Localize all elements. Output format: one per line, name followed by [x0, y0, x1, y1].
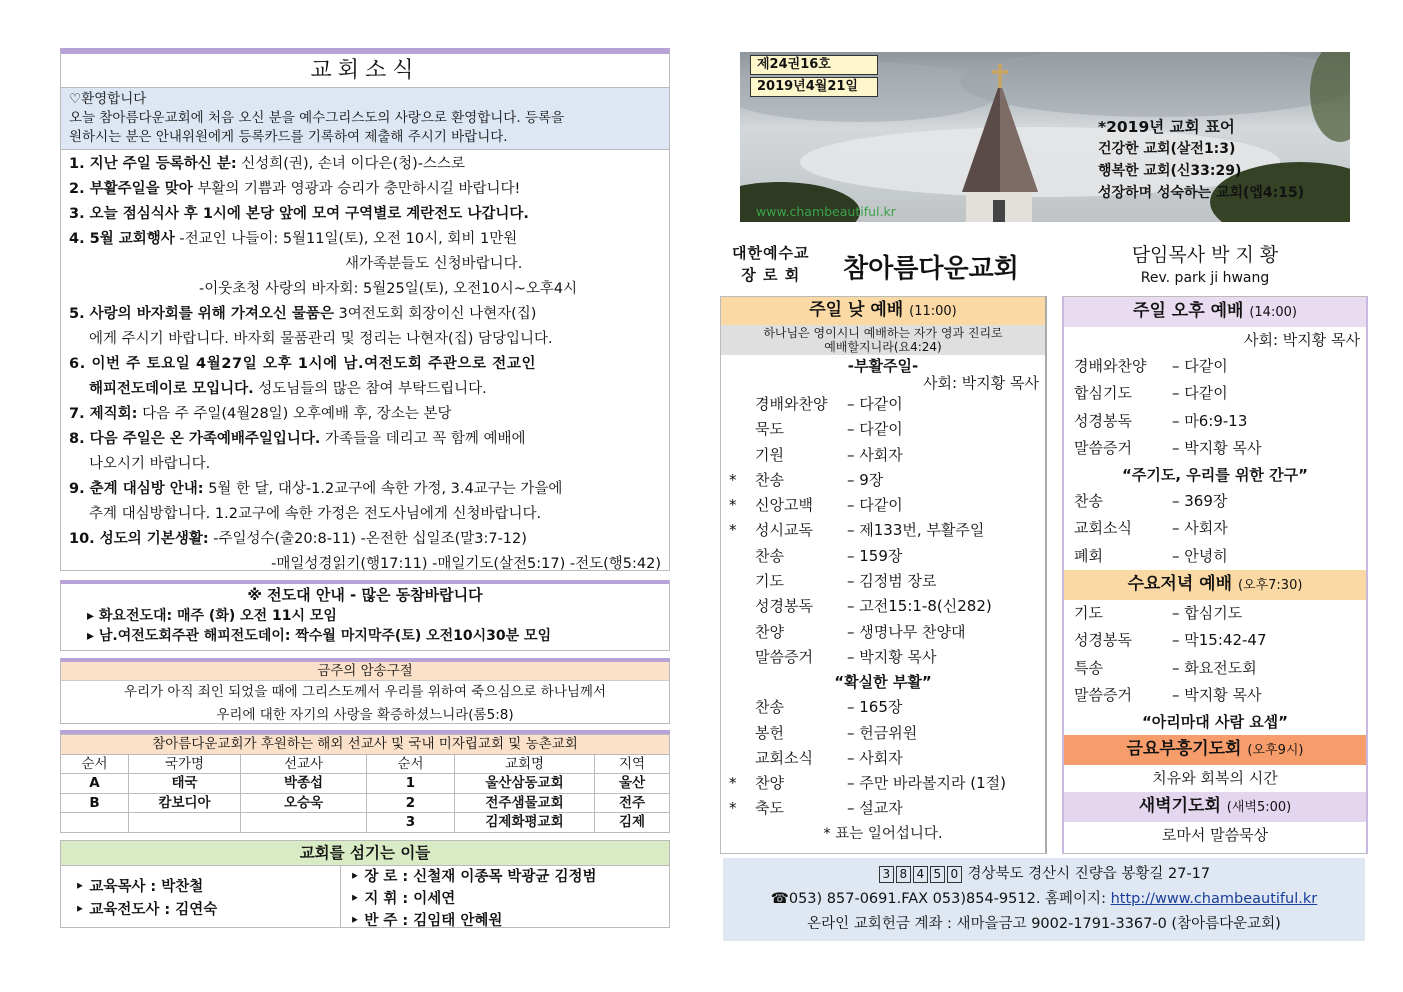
stand-marker: *: [729, 470, 737, 489]
welcome-line: 원하시는 분은 안내위원에게 등록카드를 기록하여 제출해 주시기 바랍니다.: [69, 129, 508, 145]
zip-digit: 4: [913, 866, 928, 883]
address-line: [723, 862, 1365, 887]
table-cell: 김제: [595, 813, 670, 833]
welcome-heading: ♡환영합니다: [69, 91, 147, 107]
service-item-value: – 주만 바라볼지라 (1절): [847, 774, 1006, 793]
service-item-value: – 헌금위원: [847, 723, 918, 742]
senior-pastor: 담임목사 박 지 황: [1131, 244, 1279, 266]
service-item-value: – 화요전도회: [1172, 658, 1257, 677]
news-item-cont: 추계 대심방합니다. 1.2교구에 속한 가정은 전도사님에게 신청바랍니다.: [89, 506, 542, 522]
service-item-value: – 김정범 장로: [847, 572, 937, 591]
service-item-value: – 369장: [1172, 492, 1228, 511]
service-item: [721, 695, 1045, 720]
stand-marker: *: [729, 799, 737, 818]
service-item: [721, 417, 1045, 442]
welcome-line: 오늘 참아름다운교회에 처음 오신 분을 예수그리스도의 사랑으로 환영합니다. 등록을: [69, 110, 565, 126]
afternoon-order-2: [1064, 488, 1366, 570]
zip-digit: 3: [879, 866, 894, 883]
service-item: [721, 493, 1045, 518]
service-item-value: – 합심기도: [1172, 604, 1243, 623]
staff-right: [342, 866, 670, 932]
service-item-name: 찬송: [755, 546, 784, 565]
service-item-name: 기도: [1074, 604, 1103, 623]
order-of-service-2: [721, 695, 1045, 821]
denomination-line: 장 로 회: [741, 266, 801, 284]
news-item: 10. 성도의 기본생활: -주일성수(출20:8-11) -온전한 십일조(말3:7-12): [69, 531, 527, 547]
service-item-name: 말씀증거: [1074, 438, 1132, 457]
news-item-cont: -이웃초청 사랑의 바자회: 5월25일(토), 오전10시~오후4시: [199, 281, 578, 297]
service-item-value: – 다같이: [1172, 384, 1228, 403]
stand-marker: *: [729, 521, 737, 540]
table-cell: A: [61, 774, 129, 794]
news-item-cont: 나오시기 바랍니다.: [89, 456, 211, 472]
news-item: 7. 제직회: 다음 주 주일(4월28일) 오후예배 후, 장소는 본당: [69, 406, 452, 422]
table-cell: 태국: [129, 774, 241, 794]
issue-volume: 제24권16호: [750, 55, 878, 75]
zip-digit: 0: [947, 866, 962, 883]
service-item-value: – 159장: [847, 546, 903, 565]
service-item-value: – 막15:42-47: [1172, 631, 1267, 650]
news-item-cont: 에게 주시기 바랍니다. 바자회 물품관리 및 정리는 나현자(집) 담당입니다.: [89, 331, 553, 347]
table-cell: 박종섭: [241, 774, 367, 794]
motto-title: *2019년 교회 표어: [1098, 118, 1235, 136]
order-of-service: [721, 392, 1045, 670]
service-item: [1064, 353, 1366, 380]
service-item-name: 축도: [755, 799, 784, 818]
table-cell: 김제화평교회: [455, 813, 595, 833]
service-item: [721, 645, 1045, 670]
service-item: [1064, 543, 1366, 570]
table-cell: [241, 813, 367, 833]
welcome-section: [61, 88, 669, 150]
service-item: [721, 518, 1045, 543]
table-header: 교회명: [455, 754, 595, 774]
table-cell: [61, 813, 129, 833]
friday-prayer-desc: 치유와 회복의 시간: [1152, 769, 1278, 788]
mission-table-title: 참아름다운교회가 후원하는 해외 선교사 및 국내 미자립교회 및 농촌교회: [61, 735, 670, 755]
service-item-name: 말씀증거: [755, 647, 813, 666]
service-item-value: – 고전15:1-8(신282): [847, 597, 992, 616]
table-header: 순서: [367, 754, 455, 774]
table-cell: [129, 813, 241, 833]
stand-marker: *: [729, 774, 737, 793]
evangelism-title: ※ 전도대 안내 - 많은 동참바랍니다: [247, 586, 483, 604]
service-item: [721, 620, 1045, 645]
service-item-name: 교회소식: [1074, 519, 1132, 538]
dawn-prayer-title: 새벽기도회 (새벽5:00): [1064, 792, 1366, 822]
table-header: 선교사: [241, 754, 367, 774]
staff-left: [61, 866, 341, 928]
account-line: 온라인 교회헌금 계좌 : 새마을금고 9002-1791-3367-0 (참아름다운교회): [807, 916, 1281, 932]
service-item: [721, 392, 1045, 417]
service-item-value: – 다같이: [847, 420, 903, 439]
table-row: [61, 774, 670, 794]
wednesday-sermon: “아리마대 사람 요셉”: [1141, 713, 1289, 732]
staff-line: ‣ 교육목사 : 박찬철: [75, 879, 204, 895]
motto-line: 건강한 교회(살전1:3): [1098, 141, 1236, 157]
service-item: [1064, 408, 1366, 435]
news-item: 6. 이번 주 토요일 4월27일 오후 1시에 남.여전도회 주관으로 전교인: [69, 356, 537, 372]
memory-verse-box: [60, 658, 670, 724]
afternoon-worship-title: 주일 오후 예배 (14:00): [1064, 297, 1366, 327]
senior-pastor-english: Rev. park ji hwang: [1140, 270, 1270, 286]
table-header-row: [61, 754, 670, 774]
table-row: [61, 793, 670, 813]
service-item-value: – 마6:9-13: [1172, 411, 1248, 430]
dawn-prayer-desc: 로마서 말씀묵상: [1161, 826, 1269, 845]
service-item-name: 봉헌: [755, 723, 784, 742]
service-item: [721, 544, 1045, 569]
service-item-name: 찬송: [755, 698, 784, 717]
memory-verse-title: 금주의 암송구절: [61, 662, 669, 681]
other-services: [1062, 296, 1368, 854]
service-item: [721, 468, 1045, 493]
table-cell: 울산삼동교회: [455, 774, 595, 794]
service-item-name: 찬양: [755, 774, 784, 793]
homepage-link[interactable]: http://www.chambeautiful.kr: [1110, 891, 1318, 907]
table-header: 순서: [61, 754, 129, 774]
stand-marker: *: [729, 496, 737, 515]
news-item-cont: 해피전도데이로 모입니다. 성도님들의 많은 참여 부탁드립니다.: [89, 381, 487, 397]
service-item: [721, 746, 1045, 771]
table-cell: 오승욱: [241, 793, 367, 813]
memory-verse-line: 우리에 대한 자기의 사랑을 확증하셨느니라(롬5:8): [216, 707, 514, 723]
service-item-value: – 다같이: [847, 496, 903, 515]
service-item: [1064, 600, 1366, 627]
service-item: [1064, 682, 1366, 709]
news-item: 2. 부활주일을 맞아 부활의 기쁨과 영광과 승리가 충만하시길 바랍니다!: [69, 181, 521, 197]
church-contact-footer: [723, 858, 1365, 941]
service-item-name: 찬송: [1074, 492, 1103, 511]
service-item: [721, 569, 1045, 594]
service-item-value: – 사회자: [847, 748, 903, 767]
service-item-name: 말씀증거: [1074, 685, 1132, 704]
service-item-value: – 제133번, 부활주일: [847, 521, 985, 540]
service-item-name: 성경봉독: [1074, 411, 1132, 430]
banner-website: www.chambeautiful.kr: [756, 204, 896, 219]
news-item: 3. 오늘 점심식사 후 1시에 본당 앞에 모여 구역별로 계란전도 나갑니다.: [69, 206, 529, 222]
evangelism-line: ▸ 남.여전도회주관 해피전도데이: 짝수월 마지막주(토) 오전10시30분 모임: [87, 628, 552, 644]
worship-subtitle: -부활주일-: [847, 357, 919, 375]
news-item: 1. 지난 주일 등록하신 분: 신성희(권), 손녀 이다은(청)-스스로: [69, 156, 466, 172]
table-cell: 2: [367, 793, 455, 813]
denomination-line: 대한예수교: [732, 244, 810, 262]
service-item-name: 합심기도: [1074, 384, 1132, 403]
service-item-name: 경배와찬양: [1074, 357, 1147, 375]
church-news-box: [60, 48, 670, 571]
news-item: 8. 다음 주일은 온 가족예배주일입니다. 가족들을 데리고 꼭 함께 예배에: [69, 431, 526, 447]
table-cell: 3: [367, 813, 455, 833]
service-item-name: 찬양: [755, 622, 784, 641]
service-item-name: 성시교독: [755, 521, 813, 540]
service-item: [1064, 515, 1366, 542]
news-item: 9. 춘계 대심방 안내: 5월 한 달, 대상-1.2교구에 속한 가정, 3.4교구는 가을에: [69, 481, 563, 497]
service-item: [721, 443, 1045, 468]
afternoon-sermon: “주기도, 우리를 위한 간구”: [1122, 466, 1308, 485]
issue-date: 2019년4월21일: [750, 77, 878, 97]
worship-presider: 사회: 박지황 목사: [922, 374, 1039, 392]
wednesday-worship-title: 수요저녁 예배 (오후7:30): [1064, 570, 1366, 600]
service-item-name: 찬송: [755, 470, 784, 489]
news-item: 5. 사랑의 바자회를 위해 가져오신 물품은 3여전도회 회장이신 나현자(집): [69, 306, 537, 322]
friday-prayer-title: 금요부흥기도회 (오후9시): [1064, 735, 1366, 765]
service-item-value: – 사회자: [1172, 519, 1228, 538]
sunday-morning-worship: [720, 296, 1047, 854]
sermon-title: “확실한 부활”: [834, 673, 932, 692]
church-motto: [1098, 116, 1304, 204]
phone-line: ☎053) 857-0691.FAX 053)854-9512. 홈페이지: http://www.chambeautiful.kr: [770, 891, 1318, 907]
table-cell: 1: [367, 774, 455, 794]
afternoon-presider: 사회: 박지황 목사: [1243, 331, 1360, 349]
table-header: 국가명: [129, 754, 241, 774]
staff-line: ‣ 지 휘 : 이세연: [350, 891, 456, 907]
issue-info: [750, 55, 878, 99]
staff-line: ‣ 반 주 : 김임태 안혜원: [350, 913, 503, 929]
service-item-name: 경배와찬양: [755, 395, 828, 413]
zip-digit: 8: [896, 866, 911, 883]
table-row: [61, 813, 670, 833]
motto-line: 성장하며 성숙하는 교회(엡4:15): [1098, 185, 1305, 201]
table-cell: 캄보디아: [129, 793, 241, 813]
service-item: [1064, 488, 1366, 515]
church-name: 참아름다운교회: [843, 254, 1019, 284]
table-cell: 전주샘물교회: [455, 793, 595, 813]
service-item-value: – 박지황 목사: [847, 647, 937, 666]
address: 경상북도 경산시 진량읍 봉황길 27-17: [962, 866, 1211, 882]
service-item-value: – 9장: [847, 470, 884, 489]
news-item-cont: -매일성경읽기(행17:11) -매일기도(살전5:17) -전도(행5:42): [271, 556, 661, 572]
table-cell: B: [61, 793, 129, 813]
service-item-name: 성경봉독: [755, 597, 813, 616]
service-item: [721, 721, 1045, 746]
memory-verse-line: 우리가 아직 죄인 되었을 때에 그리스도께서 우리를 위하여 죽으심으로 하나님께서: [123, 684, 606, 700]
service-item-value: – 다같이: [1172, 357, 1228, 375]
service-item: [1064, 627, 1366, 654]
news-item-cont: 새가족분들도 신청바랍니다.: [345, 256, 523, 272]
service-item-name: 기원: [755, 445, 784, 464]
service-item-value: – 박지황 목사: [1172, 685, 1262, 704]
service-item-name: 신앙고백: [755, 496, 813, 515]
service-item-value: – 생명나무 찬양대: [847, 622, 966, 641]
service-item: [1064, 435, 1366, 462]
service-item: [721, 594, 1045, 619]
service-item: [721, 771, 1045, 796]
zip-digit: 5: [930, 866, 945, 883]
church-staff-title: 교회를 섬기는 이들: [61, 841, 669, 866]
worship-verse: 하나님은 영이시니 예배하는 자가 영과 진리로 예배할지니라(요4:24): [721, 325, 1045, 355]
service-item: [1064, 655, 1366, 682]
news-item: 4. 5월 교회행사 -전교인 나들이: 5월11일(토), 오전 10시, 회비 1만원: [69, 231, 518, 247]
service-item-name: 특송: [1074, 658, 1103, 677]
church-staff-box: [60, 840, 670, 928]
service-item-name: 교회소식: [755, 748, 813, 767]
motto-line: 행복한 교회(신33:29): [1098, 163, 1242, 179]
service-item-value: – 설교자: [847, 799, 903, 818]
sunday-worship-title: 주일 낮 예배 (11:00): [721, 297, 1045, 325]
service-item-name: 기도: [755, 572, 784, 591]
service-item: [721, 796, 1045, 821]
denomination: [732, 242, 809, 286]
service-item-name: 성경봉독: [1074, 631, 1132, 650]
service-item-name: 묵도: [755, 420, 784, 439]
wednesday-order: [1064, 600, 1366, 709]
service-item-value: – 165장: [847, 698, 903, 717]
news-items: [61, 150, 669, 579]
table-header: 지역: [595, 754, 670, 774]
service-item-name: 폐회: [1074, 546, 1103, 565]
evangelism-box: [60, 580, 670, 651]
mission-table: [60, 734, 670, 833]
mission-support-box: [60, 730, 670, 831]
staff-line: ‣ 교육전도사 : 김연숙: [75, 902, 218, 918]
table-cell: 울산: [595, 774, 670, 794]
church-news-title: 교회소식: [61, 54, 669, 88]
service-item-value: – 다같이: [847, 395, 903, 413]
staff-line: ‣ 장 로 : 신철재 이종목 박광균 김정범: [350, 869, 597, 885]
service-item-value: – 사회자: [847, 445, 903, 464]
service-item-value: – 박지황 목사: [1172, 438, 1262, 457]
service-item: [1064, 380, 1366, 407]
afternoon-order: [1064, 353, 1366, 462]
service-item-value: – 안녕히: [1172, 546, 1228, 565]
table-cell: 전주: [595, 793, 670, 813]
evangelism-line: ▸ 화요전도대: 매주 (화) 오전 11시 모임: [87, 608, 337, 624]
standing-note: * 표는 일어섭니다.: [823, 825, 943, 842]
